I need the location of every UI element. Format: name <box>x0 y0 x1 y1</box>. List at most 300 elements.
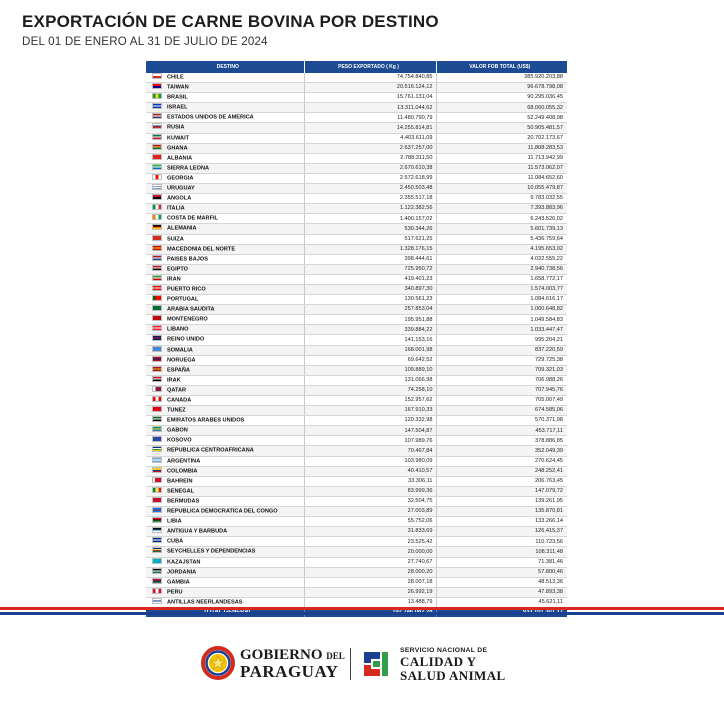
peso-cell: 28.000,20 <box>304 567 436 577</box>
destino-name: JORDANIA <box>167 569 197 576</box>
peso-cell: 70.467,84 <box>304 446 436 456</box>
destino-name: GABON <box>167 427 188 434</box>
valor-cell: 90.295.036,45 <box>436 93 567 103</box>
destino-cell <box>146 385 304 395</box>
destino-cell <box>146 587 304 597</box>
dr-congo-flag-icon <box>152 507 162 513</box>
switzerland-flag-icon <box>152 235 162 241</box>
table-row <box>146 153 567 163</box>
destino-name: LIBIA <box>167 518 182 525</box>
destino-cell <box>146 365 304 375</box>
valor-cell: 45.621,11 <box>436 597 567 607</box>
table-row <box>146 517 567 527</box>
seychelles-flag-icon <box>152 547 162 553</box>
destino-cell <box>146 436 304 446</box>
destino-cell <box>146 355 304 365</box>
valor-cell: 570.371,98 <box>436 416 567 426</box>
senacsa-line-2: CALIDAD Y <box>400 654 477 669</box>
canada-flag-icon <box>152 396 162 402</box>
kosovo-flag-icon <box>152 436 162 442</box>
colombia-flag-icon <box>152 467 162 473</box>
blue-stripe-divider <box>0 612 724 615</box>
peso-cell: 2.670.610,38 <box>304 163 436 173</box>
peso-cell: 69.642,52 <box>304 355 436 365</box>
table-row <box>146 446 567 456</box>
destino-name: GEORGIA <box>167 175 194 182</box>
valor-cell: 139.261,95 <box>436 496 567 506</box>
valor-cell: 1.033.447,47 <box>436 325 567 335</box>
valor-cell: 706.988,26 <box>436 375 567 385</box>
table-row <box>146 507 567 517</box>
destino-name: GHANA <box>167 145 188 152</box>
column-header-valor: VALOR FOB TOTAL (US$) <box>436 61 567 73</box>
peso-cell: 27.003,89 <box>304 507 436 517</box>
peso-cell: 109.889,10 <box>304 365 436 375</box>
table-row <box>146 295 567 305</box>
angola-flag-icon <box>152 194 162 200</box>
chile-flag-icon <box>152 73 162 79</box>
table-row <box>146 284 567 294</box>
destino-cell <box>146 517 304 527</box>
valor-cell: 385.920.203,88 <box>436 73 567 83</box>
valor-cell: 126.415,37 <box>436 527 567 537</box>
destino-cell <box>146 163 304 173</box>
table-row <box>146 123 567 133</box>
table-row <box>146 305 567 315</box>
valor-cell: 147.079,72 <box>436 486 567 496</box>
destino-cell <box>146 547 304 557</box>
puerto-rico-flag-icon <box>152 285 162 291</box>
table-row <box>146 234 567 244</box>
peso-cell: 130.561,23 <box>304 295 436 305</box>
peso-cell: 131.066,98 <box>304 375 436 385</box>
peso-cell: 152.957,62 <box>304 396 436 406</box>
peso-cell: 398.444,61 <box>304 254 436 264</box>
peso-cell: 168.001,98 <box>304 345 436 355</box>
russia-flag-icon <box>152 123 162 129</box>
destino-cell <box>146 284 304 294</box>
red-stripe-divider <box>0 607 724 610</box>
destino-name: ANGOLA <box>167 195 192 202</box>
destino-name: BERMUDAS <box>167 498 200 505</box>
table-row <box>146 325 567 335</box>
gobierno-wordmark <box>240 647 345 680</box>
peso-cell: 1.328.176,15 <box>304 244 436 254</box>
peso-cell: 23.525,42 <box>304 537 436 547</box>
israel-flag-icon <box>152 103 162 109</box>
destino-cell <box>146 466 304 476</box>
destino-name: PERU <box>167 589 183 596</box>
destino-name: NORUEGA <box>167 357 196 364</box>
destino-cell <box>146 325 304 335</box>
peso-cell: 11.480.790,79 <box>304 113 436 123</box>
table-row <box>146 83 567 93</box>
table-row <box>146 537 567 547</box>
destino-cell <box>146 83 304 93</box>
table-row <box>146 436 567 446</box>
table-row <box>146 486 567 496</box>
destino-name: SIERRA LEONA <box>167 165 210 172</box>
saudi-arabia-flag-icon <box>152 305 162 311</box>
central-african-republic-flag-icon <box>152 446 162 452</box>
destino-name: CHILE <box>167 74 184 81</box>
table-row <box>146 133 567 143</box>
senacsa-logo-icon <box>358 646 394 682</box>
peso-cell: 20.516.124,12 <box>304 83 436 93</box>
destino-name: ALEMANIA <box>167 225 197 232</box>
table-row <box>146 73 567 83</box>
table-row <box>146 345 567 355</box>
table-row <box>146 204 567 214</box>
valor-cell: 1.658.772,17 <box>436 274 567 284</box>
peso-cell: 20.000,00 <box>304 547 436 557</box>
peso-cell: 530.344,26 <box>304 224 436 234</box>
destino-name: SEYCHELLES Y DEPENDENCIAS <box>167 548 256 555</box>
destino-name: REPUBLICA CENTROAFRICANA <box>167 447 254 454</box>
table-row <box>146 274 567 284</box>
sierra-leone-flag-icon <box>152 164 162 170</box>
destino-name: ANTILLAS NEERLANDESAS <box>167 599 243 606</box>
valor-cell: 5.436.759,64 <box>436 234 567 244</box>
destino-cell <box>146 153 304 163</box>
page-title: EXPORTACIÓN DE CARNE BOVINA POR DESTINO <box>22 12 439 31</box>
germany-flag-icon <box>152 224 162 230</box>
destino-cell <box>146 305 304 315</box>
kuwait-flag-icon <box>152 134 162 140</box>
valor-cell: 352.049,39 <box>436 446 567 456</box>
destino-name: ESTADOS UNIDOS DE AMERICA <box>167 114 254 121</box>
table-row <box>146 426 567 436</box>
table-row <box>146 264 567 274</box>
destino-cell <box>146 184 304 194</box>
egypt-flag-icon <box>152 265 162 271</box>
peso-cell: 1.122.382,56 <box>304 204 436 214</box>
valor-cell: 1.084.616,17 <box>436 295 567 305</box>
spain-flag-icon <box>152 366 162 372</box>
argentina-flag-icon <box>152 457 162 463</box>
valor-cell: 11.573.062,07 <box>436 163 567 173</box>
destino-cell <box>146 244 304 254</box>
uae-flag-icon <box>152 416 162 422</box>
senacsa-line-1: SERVICIO NACIONAL DE <box>400 647 488 654</box>
valor-cell: 133.266,14 <box>436 517 567 527</box>
peso-cell: 2.450.503,48 <box>304 184 436 194</box>
uruguay-flag-icon <box>152 184 162 190</box>
destino-name: RUSIA <box>167 124 185 131</box>
jordan-flag-icon <box>152 568 162 574</box>
table-row <box>146 496 567 506</box>
destino-name: BRASIL <box>167 94 188 101</box>
destino-cell <box>146 396 304 406</box>
valor-cell: 68.060.055,32 <box>436 103 567 113</box>
destino-name: ISRAEL <box>167 104 188 111</box>
valor-cell: 96.678.798,08 <box>436 83 567 93</box>
valor-cell: 4.032.555,22 <box>436 254 567 264</box>
destino-cell <box>146 507 304 517</box>
table-row <box>146 577 567 587</box>
table-row <box>146 244 567 254</box>
peso-cell: 55.752,06 <box>304 517 436 527</box>
peso-cell: 13.311.044,62 <box>304 103 436 113</box>
column-header-destino: DESTINO <box>146 61 304 73</box>
destino-cell <box>146 204 304 214</box>
destino-name: EMIRATOS ARABES UNIDOS <box>167 417 245 424</box>
destino-cell <box>146 103 304 113</box>
destino-cell <box>146 295 304 305</box>
table-row <box>146 173 567 183</box>
norway-flag-icon <box>152 356 162 362</box>
table-row <box>146 567 567 577</box>
table-row <box>146 315 567 325</box>
valor-cell: 270.624,45 <box>436 456 567 466</box>
table-row <box>146 385 567 395</box>
destino-name: QATAR <box>167 387 187 394</box>
table-row <box>146 93 567 103</box>
north-macedonia-flag-icon <box>152 245 162 251</box>
valor-cell: 1.574.003,77 <box>436 284 567 294</box>
destino-name: COSTA DE MARFIL <box>167 215 218 222</box>
peso-cell: 517.621,25 <box>304 234 436 244</box>
senacsa-wordmark <box>400 646 506 683</box>
valor-cell: 50.905.481,57 <box>436 123 567 133</box>
table-row <box>146 557 567 567</box>
table-row <box>146 375 567 385</box>
peso-cell: 147.504,87 <box>304 426 436 436</box>
valor-cell: 52.249.408,98 <box>436 113 567 123</box>
table-row <box>146 396 567 406</box>
destino-cell <box>146 224 304 234</box>
georgia-flag-icon <box>152 174 162 180</box>
peso-cell: 83.999,36 <box>304 486 436 496</box>
destino-name: PORTUGAL <box>167 296 199 303</box>
destino-cell <box>146 264 304 274</box>
peso-cell: 419.401,23 <box>304 274 436 284</box>
destino-cell <box>146 254 304 264</box>
destino-cell <box>146 123 304 133</box>
table-row <box>146 355 567 365</box>
peso-cell: 340.897,30 <box>304 284 436 294</box>
peso-cell: 27.740,67 <box>304 557 436 567</box>
destino-cell <box>146 537 304 547</box>
destino-cell <box>146 335 304 345</box>
peso-cell: 725.950,72 <box>304 264 436 274</box>
usa-flag-icon <box>152 113 162 119</box>
peso-cell: 40.410,57 <box>304 466 436 476</box>
destino-name: TUNEZ <box>167 407 186 414</box>
page-subtitle: DEL 01 DE ENERO AL 31 DE JULIO DE 2024 <box>22 35 268 48</box>
destino-cell <box>146 406 304 416</box>
destino-cell <box>146 496 304 506</box>
netherlands-antilles-flag-icon <box>152 598 162 604</box>
tunisia-flag-icon <box>152 406 162 412</box>
destino-name: PAISES BAJOS <box>167 256 208 263</box>
destino-name: ESPAÑA <box>167 367 190 374</box>
column-header-peso: PESO EXPORTADO ( Kg ) <box>304 61 436 73</box>
valor-cell: 71.381,46 <box>436 557 567 567</box>
destino-name: ARGENTINA <box>167 458 201 465</box>
cuba-flag-icon <box>152 537 162 543</box>
destino-cell <box>146 214 304 224</box>
destino-cell <box>146 426 304 436</box>
bermuda-flag-icon <box>152 497 162 503</box>
ghana-flag-icon <box>152 144 162 150</box>
destino-cell <box>146 375 304 385</box>
peso-cell: 15.761.131,04 <box>304 93 436 103</box>
destino-cell <box>146 456 304 466</box>
table-row <box>146 587 567 597</box>
destino-cell <box>146 345 304 355</box>
destino-name: KUWAIT <box>167 135 190 142</box>
peso-cell: 257.853,04 <box>304 305 436 315</box>
peso-cell: 107.989,76 <box>304 436 436 446</box>
valor-cell: 674.585,06 <box>436 406 567 416</box>
table-row <box>146 143 567 153</box>
senegal-flag-icon <box>152 487 162 493</box>
valor-cell: 135.870,81 <box>436 507 567 517</box>
senacsa-line-3: SALUD ANIMAL <box>400 668 506 683</box>
destino-name: PUERTO RICO <box>167 286 206 293</box>
valor-cell: 11.084.652,60 <box>436 173 567 183</box>
table-row <box>146 214 567 224</box>
ivory-coast-flag-icon <box>152 214 162 220</box>
table-header-row <box>146 61 567 73</box>
taiwan-flag-icon <box>152 83 162 89</box>
destino-cell <box>146 577 304 587</box>
table-row <box>146 365 567 375</box>
destino-name: COLOMBIA <box>167 468 198 475</box>
destino-name: EGIPTO <box>167 266 189 273</box>
valor-cell: 248.252,41 <box>436 466 567 476</box>
destino-cell <box>146 113 304 123</box>
peso-cell: 74.258,10 <box>304 385 436 395</box>
destino-name: SOMALIA <box>167 347 193 354</box>
destino-cell <box>146 93 304 103</box>
antigua-barbuda-flag-icon <box>152 527 162 533</box>
gambia-flag-icon <box>152 578 162 584</box>
destino-name: MACEDONIA DEL NORTE <box>167 246 236 253</box>
montenegro-flag-icon <box>152 315 162 321</box>
logo-divider <box>350 648 351 680</box>
italy-flag-icon <box>152 204 162 210</box>
valor-cell: 11.713.942,99 <box>436 153 567 163</box>
table-row <box>146 224 567 234</box>
destino-name: IRAN <box>167 276 181 283</box>
valor-cell: 7.393.883,96 <box>436 204 567 214</box>
uk-flag-icon <box>152 335 162 341</box>
qatar-flag-icon <box>152 386 162 392</box>
destino-cell <box>146 315 304 325</box>
valor-cell: 47.893,38 <box>436 587 567 597</box>
valor-cell: 108.311,48 <box>436 547 567 557</box>
valor-cell: 709.321,03 <box>436 365 567 375</box>
peso-cell: 31.833,69 <box>304 527 436 537</box>
valor-cell: 729.725,38 <box>436 355 567 365</box>
destino-name: CUBA <box>167 538 184 545</box>
paraguay-word: PARAGUAY <box>240 662 339 681</box>
kazakhstan-flag-icon <box>152 558 162 564</box>
destino-cell <box>146 173 304 183</box>
peso-cell: 4.403.611,09 <box>304 133 436 143</box>
destino-name: KOSOVO <box>167 437 192 444</box>
peso-cell: 32.504,75 <box>304 496 436 506</box>
valor-cell: 4.195.653,02 <box>436 244 567 254</box>
destino-name: CANADA <box>167 397 192 404</box>
table-row <box>146 456 567 466</box>
peso-cell: 2.572.618,99 <box>304 173 436 183</box>
peso-cell: 26.992,19 <box>304 587 436 597</box>
valor-cell: 6.243.526,02 <box>436 214 567 224</box>
peso-cell: 14.255.814,81 <box>304 123 436 133</box>
peso-cell: 1.400.157,02 <box>304 214 436 224</box>
destino-cell <box>146 234 304 244</box>
destino-cell <box>146 133 304 143</box>
table-row <box>146 184 567 194</box>
table-row <box>146 194 567 204</box>
iran-flag-icon <box>152 275 162 281</box>
table-row <box>146 254 567 264</box>
valor-cell: 995.204,21 <box>436 335 567 345</box>
export-table <box>146 61 567 617</box>
valor-cell: 705.007,49 <box>436 396 567 406</box>
netherlands-flag-icon <box>152 255 162 261</box>
peso-cell: 13.488,79 <box>304 597 436 607</box>
table-row <box>146 406 567 416</box>
valor-cell: 11.808.283,53 <box>436 143 567 153</box>
peso-cell: 339.884,22 <box>304 325 436 335</box>
destino-cell <box>146 527 304 537</box>
libya-flag-icon <box>152 517 162 523</box>
valor-cell: 20.702.173,67 <box>436 133 567 143</box>
destino-name: SUIZA <box>167 236 184 242</box>
destino-name: IRAK <box>167 377 181 384</box>
footer-logos <box>0 640 724 690</box>
valor-cell: 1.049.584,83 <box>436 315 567 325</box>
peso-cell: 103.980,09 <box>304 456 436 466</box>
peso-cell: 28.007,18 <box>304 577 436 587</box>
albania-flag-icon <box>152 154 162 160</box>
peso-cell: 141.153,16 <box>304 335 436 345</box>
brazil-flag-icon <box>152 93 162 99</box>
somalia-flag-icon <box>152 346 162 352</box>
peso-cell: 195.951,88 <box>304 315 436 325</box>
destino-cell <box>146 486 304 496</box>
table-row <box>146 416 567 426</box>
destino-cell <box>146 567 304 577</box>
destino-name: BAHREIN <box>167 478 193 485</box>
paraguay-coat-of-arms-icon <box>201 646 235 680</box>
table-row <box>146 113 567 123</box>
peso-cell: 33.306,11 <box>304 476 436 486</box>
peso-cell: 167.910,33 <box>304 406 436 416</box>
destino-name: URUGUAY <box>167 185 195 192</box>
portugal-flag-icon <box>152 295 162 301</box>
destino-name: ANTIGUA Y BARBUDA <box>167 528 228 535</box>
table-row <box>146 335 567 345</box>
destino-cell <box>146 446 304 456</box>
table-row <box>146 547 567 557</box>
valor-cell: 110.723,56 <box>436 537 567 547</box>
valor-cell: 5.601.739,13 <box>436 224 567 234</box>
valor-cell: 837.220,59 <box>436 345 567 355</box>
destino-cell <box>146 557 304 567</box>
table-row <box>146 103 567 113</box>
destino-cell <box>146 194 304 204</box>
gobierno-word: GOBIERNO <box>240 647 323 663</box>
destino-name: ALBANIA <box>167 155 193 162</box>
valor-cell: 9.783.032,55 <box>436 194 567 204</box>
destino-name: LIBANO <box>167 326 189 333</box>
peso-cell: 2.355.517,18 <box>304 194 436 204</box>
